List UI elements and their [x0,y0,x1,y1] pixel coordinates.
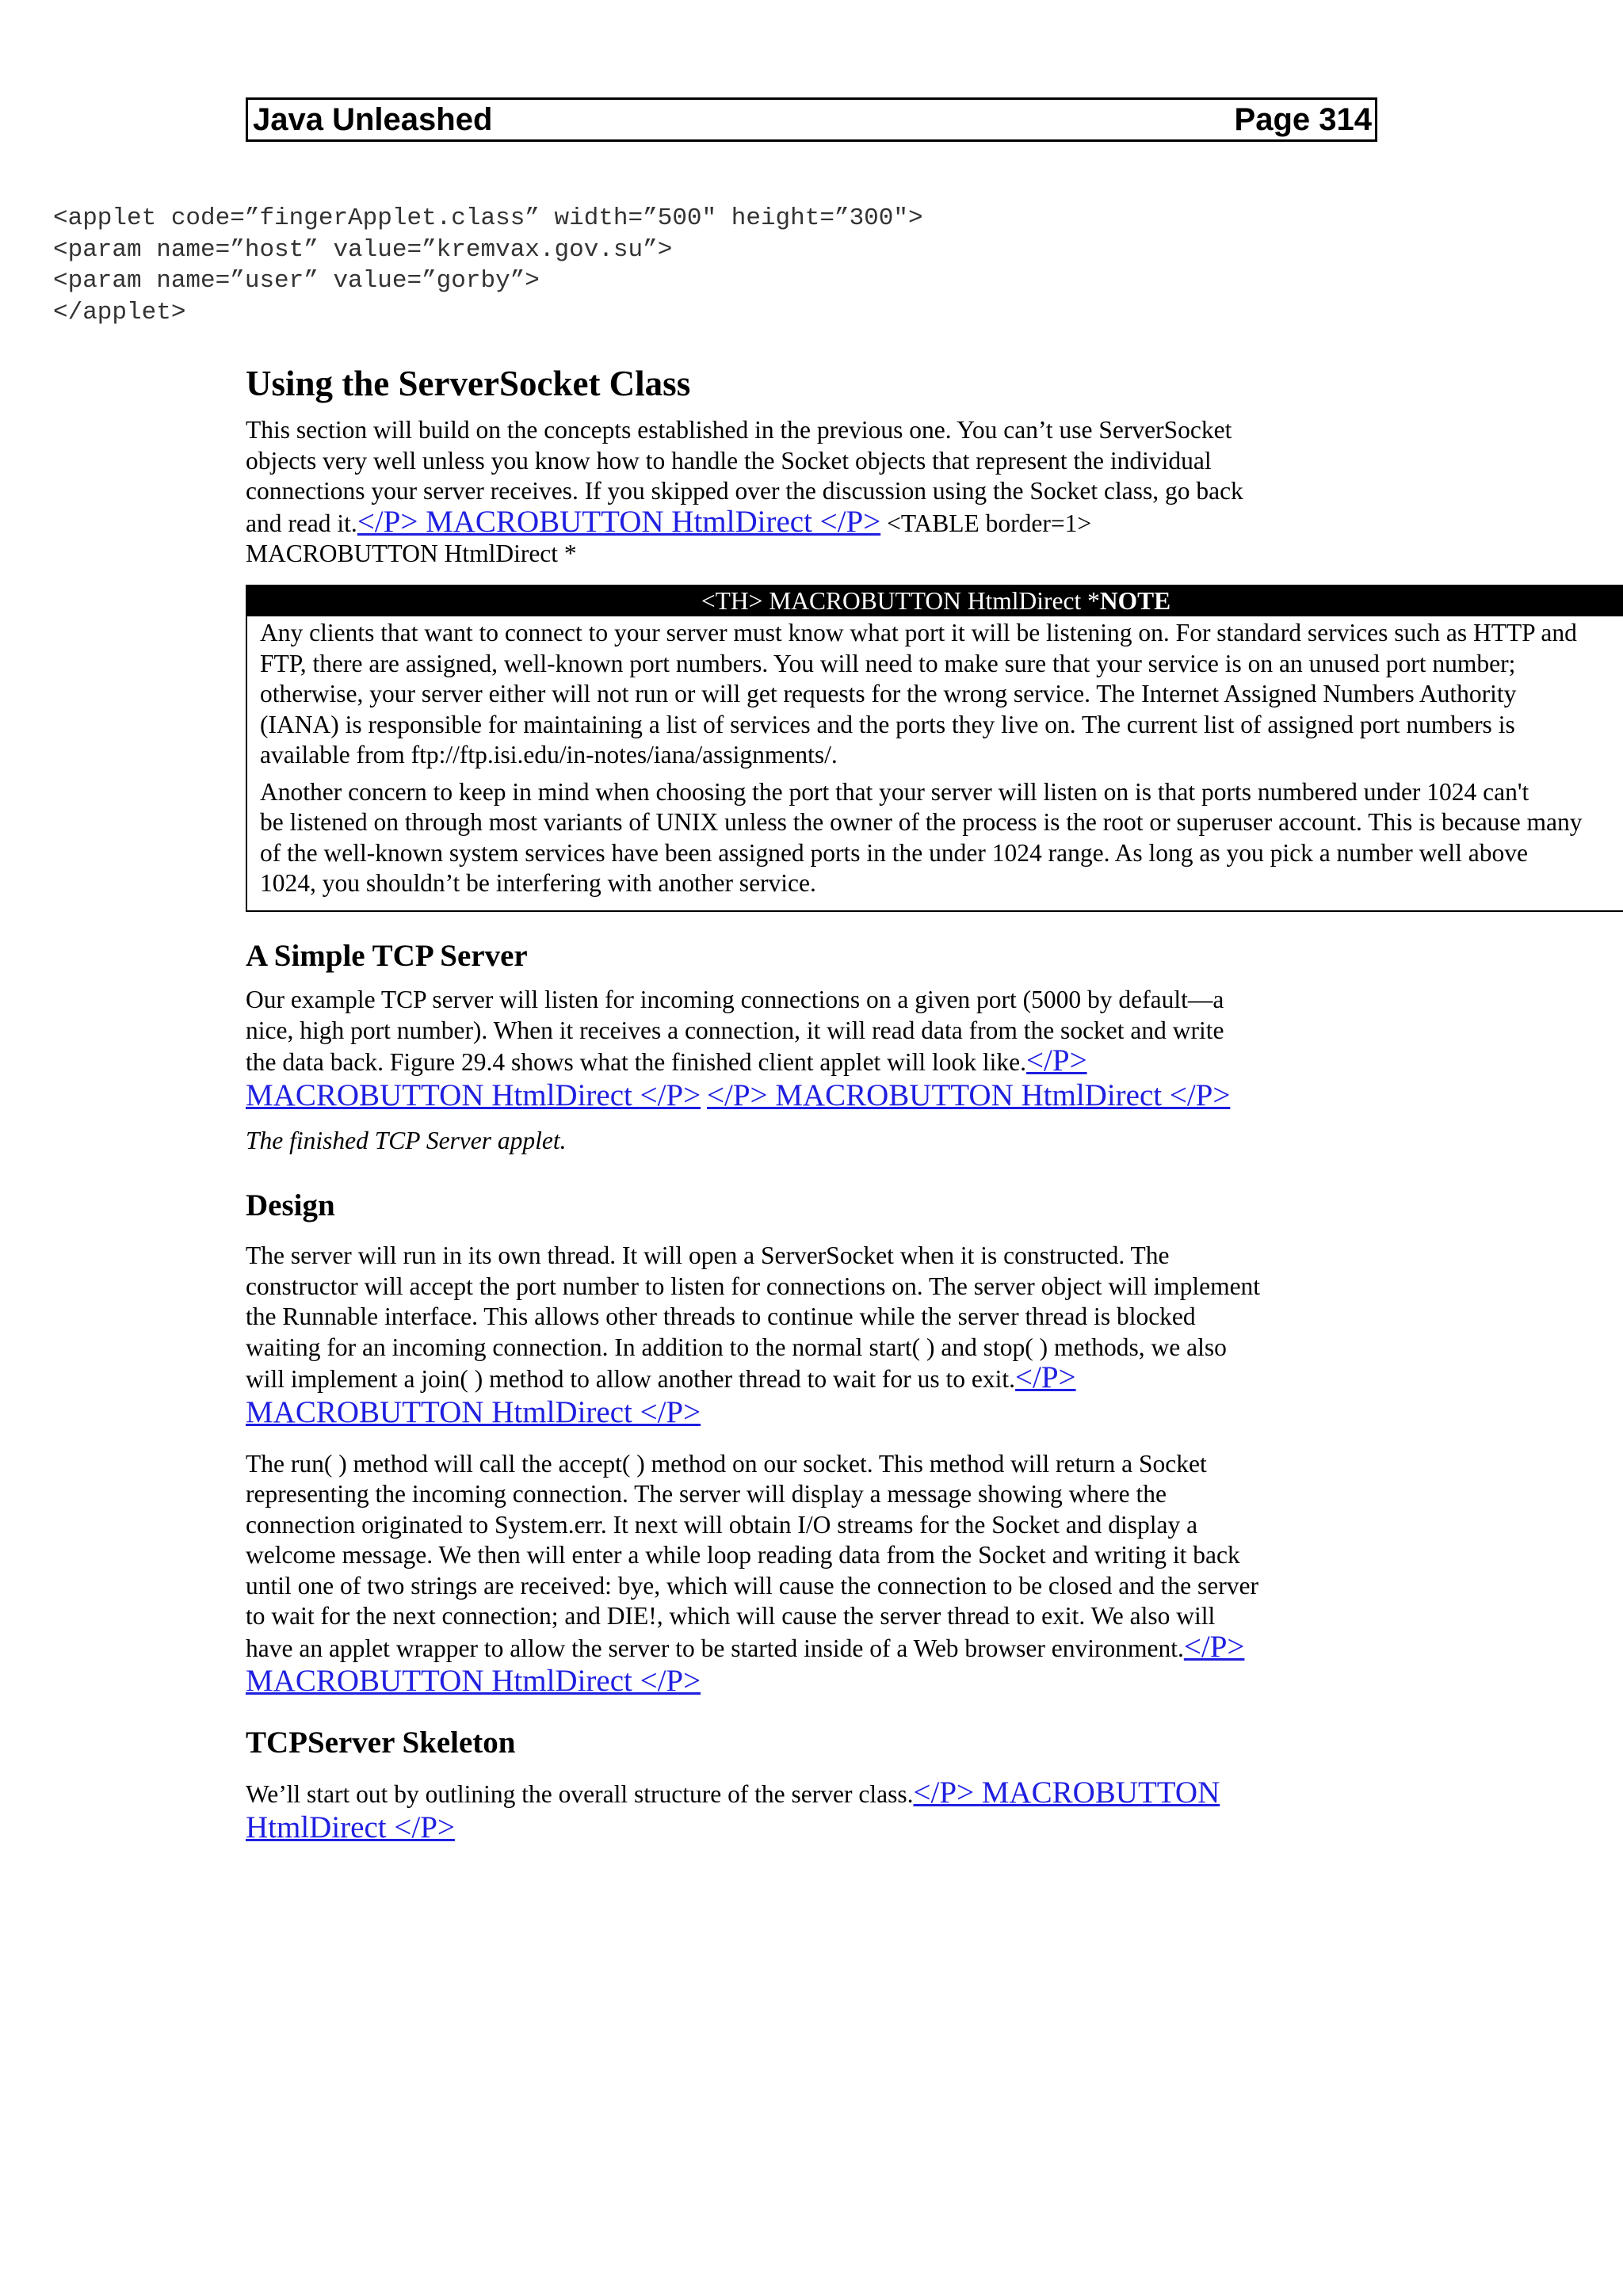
text-span: and read it. [246,509,357,537]
section-heading: A Simple TCP Server [246,939,528,973]
book-title: Java Unleashed [253,102,493,137]
text-line: be listened on through most variants of UNIX unless the owner of the process is the root or superuser account. This is because many [260,808,1583,836]
text-line: Any clients that want to connect to your server must know what port it will be listening on. For standard services such as HTTP and [260,619,1577,646]
section-paragraph [246,1775,1381,1847]
html-direct-link[interactable]: </P> MACROBUTTON HtmlDirect </P> [357,504,881,539]
text-line: connections your server receives. If you skipped over the discussion using the Socket class, go back [246,477,1243,505]
note-label: NOTE [1099,587,1171,615]
text-line: This section will build on the concepts established in the previous one. You can’t use ServerSocket [246,416,1232,444]
section-heading: TCPServer Skeleton [246,1726,516,1760]
note-paragraph [260,618,1623,771]
text-line: of the well-known system services have been assigned ports in the under 1024 range. As long as you pick a number well above [260,838,1528,867]
text-line: representing the incoming connection. The server will display a message showing where the [246,1480,1167,1508]
html-direct-link[interactable]: </P> [1015,1360,1076,1394]
text-line: The run( ) method will call the accept( ) method on our socket. This method will return a Socket [246,1449,1207,1478]
text-line [246,504,1381,540]
section-tcpserver-skeleton [246,1724,1381,1847]
page-number: Page 314 [1234,102,1372,137]
text-span: will implement a join( ) method to allow another thread to wait for us to exit. [246,1365,1016,1393]
text-line: waiting for an incoming connection. In addition to the normal start( ) and stop( ) methods, we also [246,1333,1227,1361]
text-line: The server will run in its own thread. It will open a ServerSocket when it is constructed. The [246,1241,1170,1269]
section-paragraph [246,415,1381,570]
text-span: the data back. Figure 29.4 shows what the finished client applet will look like. [246,1048,1027,1076]
text-line: welcome message. We then will enter a while loop reading data from the Socket and writing it back [246,1541,1240,1569]
note-head-text: <TH> MACROBUTTON HtmlDirect * [701,587,1100,615]
section-paragraph [246,985,1381,1115]
figure-caption: The finished TCP Server applet. [246,1126,567,1154]
html-direct-link[interactable]: </P> [1026,1043,1087,1077]
text-line [246,1043,1381,1078]
html-direct-link[interactable]: </P> [1183,1629,1245,1664]
text-span: <TABLE border=1> [880,509,1092,537]
applet-code-block: <applet code=”fingerApplet.class” width=”500" height=”300"> <param name=”host” value=”kremvax.gov.su”> <param name=”user” value=”gorby”> </applet> [53,204,923,326]
note-paragraph [260,777,1623,899]
text-line [246,1360,1381,1395]
html-direct-link[interactable]: </P> MACROBUTTON [913,1775,1220,1810]
text-line: FTP, there are assigned, well-known port numbers. You will need to make sure that your service is on an unused port number; [260,649,1516,677]
text-line: the Runnable interface. This allows other threads to continue while the server thread is blocked [246,1302,1196,1330]
text-line: constructor will accept the port number to listen for connections on. The server object will implement [246,1272,1261,1300]
text-line: (IANA) is responsible for maintaining a list of services and the ports they live on. The current list of assigned port numbers is [260,710,1515,738]
html-direct-link[interactable]: </P> MACROBUTTON HtmlDirect </P> [706,1077,1231,1112]
section-serversocket [246,361,1381,570]
text-line [246,1810,1381,1847]
text-line: Our example TCP server will listen for incoming connections on a given port (5000 by default—a [246,986,1224,1013]
section-design [246,1187,1381,1700]
section-paragraph [246,1241,1381,1432]
html-direct-link[interactable]: MACROBUTTON HtmlDirect </P> [246,1394,701,1429]
section-simple-tcp-server [246,937,1381,1156]
text-line: nice, high port number). When it receives a connection, it will read data from the socket and write [246,1016,1224,1044]
text-line: Another concern to keep in mind when choosing the port that your server will listen on is that ports numbered under 1024 can't [260,777,1529,806]
text-line [246,1629,1381,1665]
section-paragraph [246,1449,1381,1701]
section-heading: Using the ServerSocket Class [246,364,691,403]
text-span: have an applet wrapper to allow the server to be started inside of a Web browser environment. [246,1634,1184,1662]
text-line: to wait for the next connection; and DIE!, which will cause the server thread to exit. We also will [246,1602,1216,1630]
note-table-body [247,616,1623,910]
html-direct-link[interactable]: MACROBUTTON HtmlDirect </P> [246,1664,701,1698]
text-line: otherwise, your server either will not run or will get requests for the wrong service. The Internet Assigned Numbers Authority [260,680,1517,707]
html-direct-link[interactable]: HtmlDirect </P> [246,1810,455,1844]
text-line: MACROBUTTON HtmlDirect * [246,540,577,567]
text-line [246,1395,1381,1432]
text-line: until one of two strings are received: bye, which will cause the connection to be closed and the server [246,1571,1258,1600]
note-table [246,585,1623,912]
text-span: We’ll start out by outlining the overall structure of the server class. [246,1780,914,1808]
text-line: 1024, you shouldn’t be interfering with another service. [260,869,816,897]
text-line [246,1078,1381,1115]
section-heading: Design [246,1188,335,1222]
text-line [246,1664,1381,1700]
text-line: connection originated to System.err. It next will obtain I/O streams for the Socket and display a [246,1510,1198,1539]
page-header [246,97,1377,142]
text-line [246,1775,1381,1810]
note-table-header [247,586,1623,616]
text-line: objects very well unless you know how to handle the Socket objects that represent the individual [246,446,1212,475]
text-line: available from ftp://ftp.isi.edu/in-notes/iana/assignments/. [260,741,838,769]
html-direct-link[interactable]: MACROBUTTON HtmlDirect </P> [246,1077,701,1112]
